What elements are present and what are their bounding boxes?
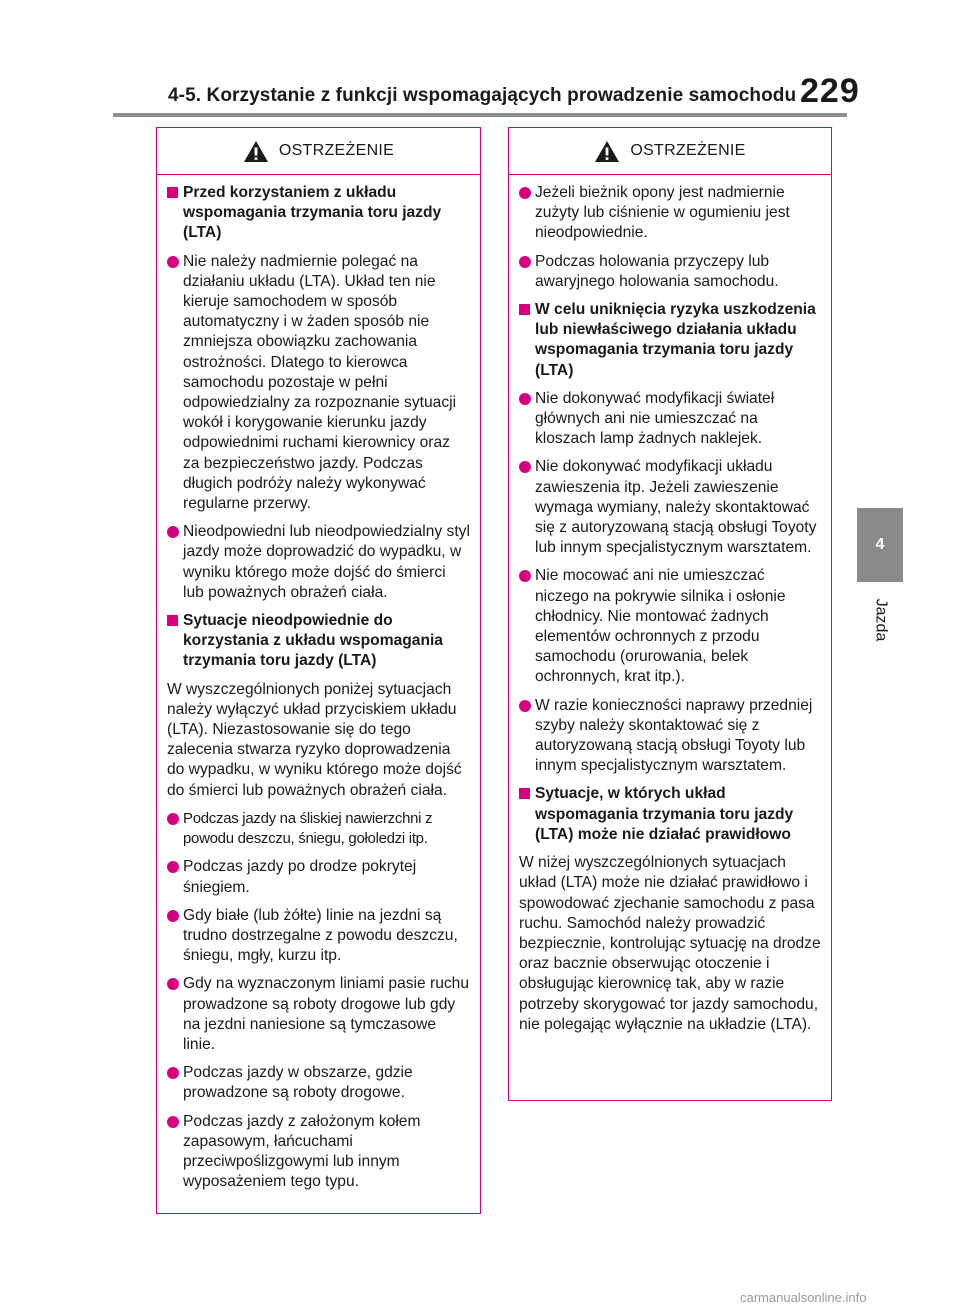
warning-triangle-icon: [243, 140, 269, 163]
bullet-item: [519, 457, 821, 558]
header-rule: [113, 113, 847, 117]
bullet-item: [167, 974, 470, 1055]
warning-box-left: [156, 127, 481, 1214]
item-text: Nie należy nadmiernie polegać na działaniu układu (LTA). Układ ten nie kieruje samochodem w sposób automatyczny i w żaden sposób nie zmniejsza obowiązku zachowania ostrożności. Dlatego to kierowca samochodu pozostaje w pełni odpowiedzialny za rozpoznanie sytuacji wokół i korygowanie kierunku jazdy odpowiednimi ruchami kierownicy oraz za bezpieczeństwo jazdy. Podczas długich podróży należy wykonywać regularne przerwy.: [183, 252, 457, 513]
warning-header: [509, 128, 831, 175]
item-text: Jeżeli bieżnik opony jest nadmiernie zużyty lub ciśnienie w ogumieniu jest nieodpowiednie.: [535, 184, 790, 242]
item-text: Podczas jazdy z założonym kołem zapasowym, łańcuchami przeciwpoślizgowymi lub innym wyposażeniem tego typu.: [183, 1112, 421, 1191]
bullet-item: [519, 566, 821, 687]
page-number: 229: [800, 72, 860, 110]
item-text: Podczas jazdy na śliskiej nawierzchni z powodu deszczu, śniegu, gołoledzi itp.: [183, 809, 433, 848]
bullet-item: [167, 809, 470, 849]
square-bullet-icon: [167, 187, 178, 198]
item-text: Nie dokonywać modyfikacji układu zawieszenia itp. Jeżeli zawieszenie wymaga wymiany, należy skontaktować się z autoryzowaną stacją obsługi Toyoty lub innym specjalistycznym warsztatem.: [535, 458, 817, 557]
section-heading: [519, 784, 821, 845]
item-text: Podczas jazdy po drodze pokrytej śniegiem.: [183, 858, 417, 896]
item-text: Nie dokonywać modyfikacji świateł głównych ani nie umieszczać na kloszach lamp żadnych naklejek.: [535, 389, 775, 448]
square-bullet-icon: [519, 788, 530, 799]
chapter-tab-number: 4: [875, 536, 885, 553]
watermark: carmanualsonline.info: [740, 1290, 867, 1305]
square-bullet-icon: [167, 615, 178, 626]
warning-box-right: [508, 127, 832, 1101]
section-heading: [167, 611, 470, 672]
warning-label: OSTRZEŻENIE: [278, 142, 395, 159]
item-text: W wyszczególnionych poniżej sytuacjach należy wyłączyć układ przyciskiem układu (LTA). Niezastosowanie się do tego zalecenia stwarza ryzyko doprowadzenia do wypadku, w wyniku którego może dojść do śmierci lub poważnych obrażeń ciała.: [167, 680, 462, 799]
paragraph: [519, 853, 821, 1035]
bullet-item: [167, 522, 470, 603]
warning-header: [157, 128, 480, 175]
round-bullet-icon: [167, 978, 179, 990]
round-bullet-icon: [519, 256, 531, 268]
bullet-item: [167, 906, 470, 967]
chapter-label-text: Jazda: [871, 598, 889, 642]
item-text: Gdy białe (lub żółte) linie na jezdni są trudno dostrzegalne z powodu deszczu, śniegu, mgły, kurzu itp.: [183, 906, 458, 965]
item-text: W niżej wyszczególnionych sytuacjach układ (LTA) może nie działać prawidłowo i spowodować zjechanie samochodu z pasa ruchu. Samochód należy prowadzić bezpiecznie, kontrolując sytuację na drodze oraz bacznie obserwując otoczenie i obsługując kierownicę tak, aby w razie potrzeby skorygować tor jazdy samochodu, nie polegając wyłącznie na układzie (LTA).: [519, 854, 821, 1033]
round-bullet-icon: [519, 700, 531, 712]
bullet-item: [167, 857, 470, 897]
round-bullet-icon: [167, 861, 179, 873]
warning-triangle-icon: [594, 140, 620, 163]
round-bullet-icon: [519, 570, 531, 582]
round-bullet-icon: [167, 1067, 179, 1079]
round-bullet-icon: [519, 393, 531, 405]
item-text: Sytuacje, w których układ wspomagania trzymania toru jazdy (LTA) może nie działać prawidłowo: [535, 785, 794, 843]
bullet-item: [519, 696, 821, 777]
bullet-item: [519, 252, 821, 292]
section-heading: [519, 300, 821, 381]
bullet-item: [167, 252, 470, 515]
round-bullet-icon: [167, 256, 179, 268]
item-text: Przed korzystaniem z układu wspomagania trzymania toru jazdy (LTA): [183, 184, 442, 242]
paragraph: [167, 680, 470, 801]
item-text: Gdy na wyznaczonym liniami pasie ruchu prowadzone są roboty drogowe lub gdy na jezdni naniesione są tymczasowe linie.: [183, 975, 470, 1053]
round-bullet-icon: [167, 910, 179, 922]
item-text: Nie mocować ani nie umieszczać niczego na pokrywie silnika i osłonie chłodnicy. Nie montować żadnych elementów ochronnych z przodu samochodu (orurowania, belek ochronnych, krat itp.).: [535, 567, 786, 686]
round-bullet-icon: [167, 813, 179, 825]
chapter-tab[interactable]: [857, 508, 903, 582]
bullet-item: [167, 1112, 470, 1193]
bullet-item: [519, 183, 821, 244]
round-bullet-icon: [519, 461, 531, 473]
item-text: W celu uniknięcia ryzyka uszkodzenia lub niewłaściwego działania układu wspomagania trzymania toru jazdy (LTA): [535, 301, 816, 379]
square-bullet-icon: [519, 304, 530, 315]
item-text: W razie konieczności naprawy przedniej szyby należy skontaktować się z autoryzowaną stacją obsługi Toyoty lub innym specjalistycznym warsztatem.: [535, 696, 813, 775]
round-bullet-icon: [167, 526, 179, 538]
round-bullet-icon: [519, 187, 531, 199]
warning-label: OSTRZEŻENIE: [630, 142, 746, 159]
chapter-tab-label: [857, 590, 903, 650]
item-text: Podczas jazdy w obszarze, gdzie prowadzone są roboty drogowe.: [183, 1064, 413, 1102]
bullet-item: [167, 1063, 470, 1103]
section-heading: [167, 183, 470, 244]
warning-content-left: [167, 183, 470, 1192]
item-text: Sytuacje nieodpowiednie do korzystania z układu wspomagania trzymania toru jazdy (LTA): [183, 612, 443, 670]
warning-content-right: [519, 183, 821, 1035]
bullet-item: [519, 389, 821, 450]
round-bullet-icon: [167, 1116, 179, 1128]
item-text: Nieodpowiedni lub nieodpowiedzialny styl jazdy może doprowadzić do wypadku, w wyniku którego może dojść do śmierci lub poważnych obrażeń ciała.: [183, 523, 470, 601]
item-text: Podczas holowania przyczepy lub awaryjnego holowania samochodu.: [535, 252, 779, 290]
page-header-title: 4-5. Korzystanie z funkcji wspomagających prowadzenie samochodu: [168, 85, 797, 106]
